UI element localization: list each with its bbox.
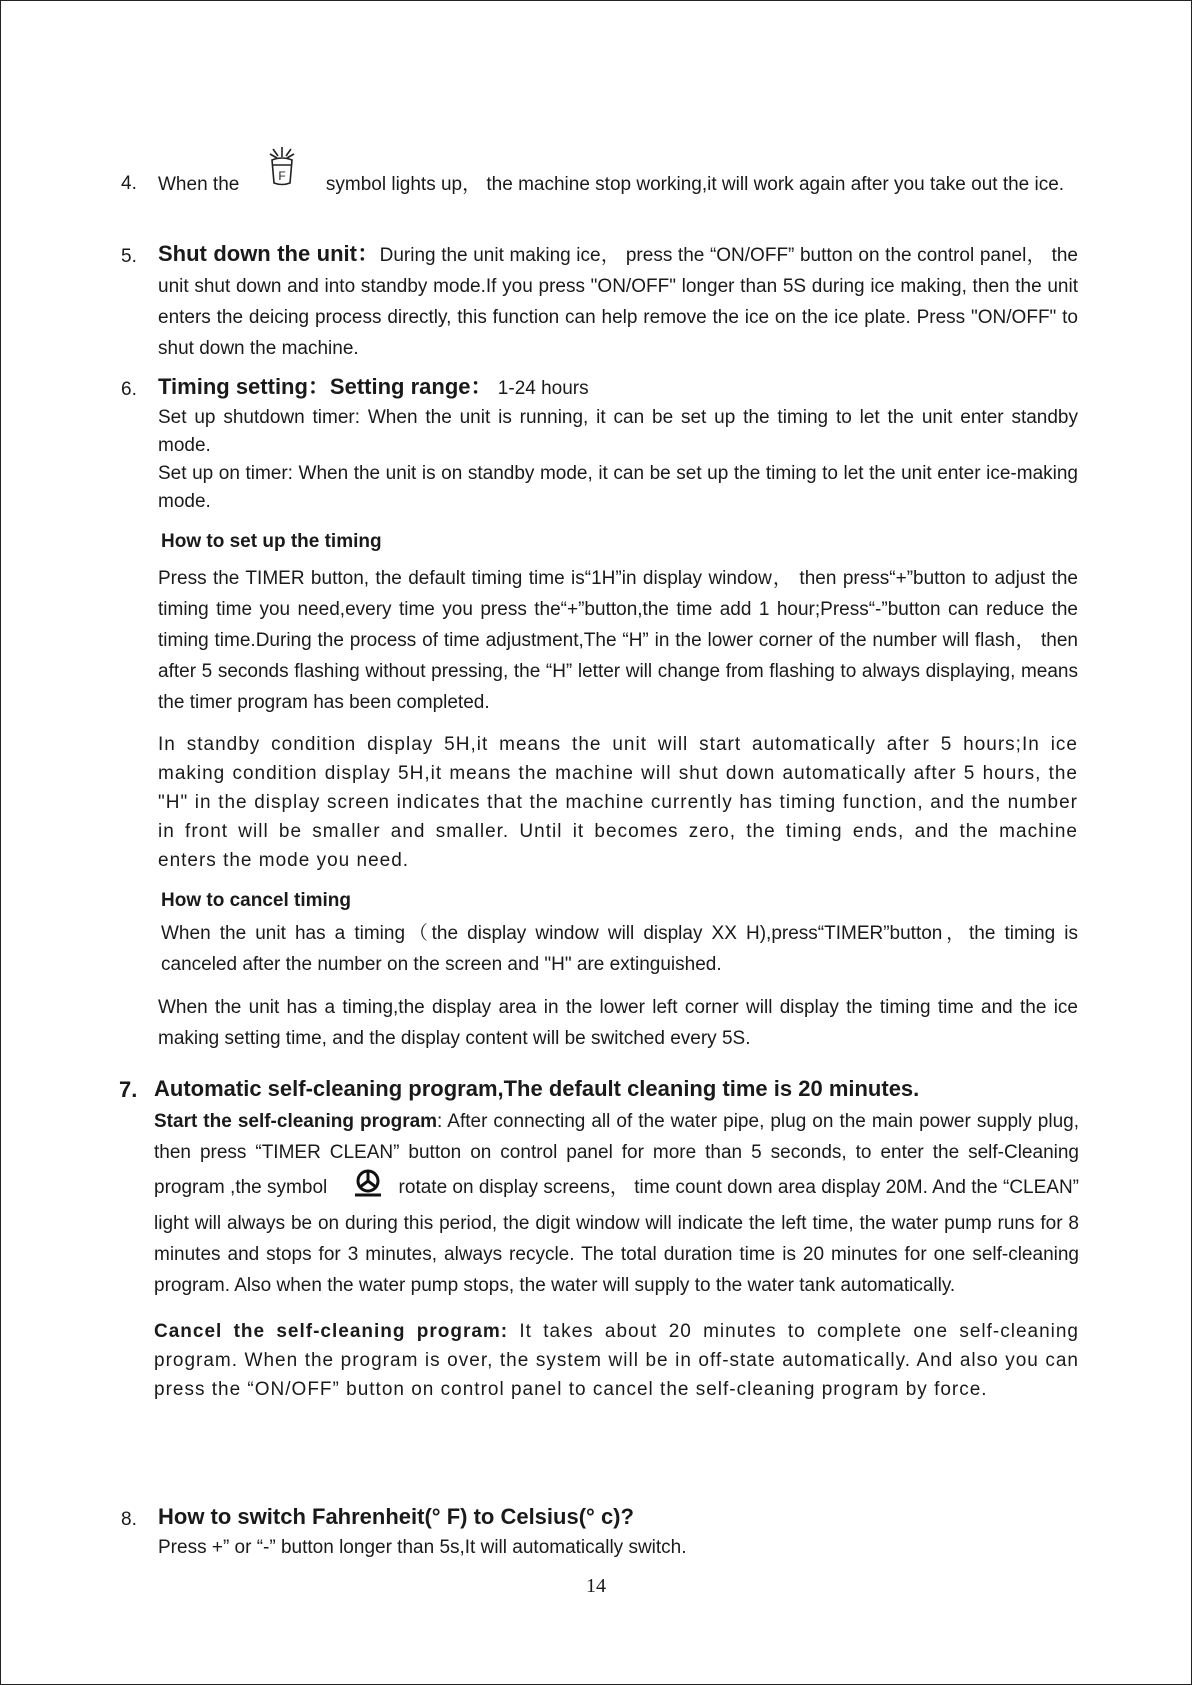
standby-text: In standby condition display 5H,it means the unit will start automatically after 5 hours;In ice making condition display 5H,it means the machine will shut down automatically after 5 hours, the "H" in the display screen indicates that the machine currently has timing function, and the number in front will be smaller and smaller. Until it becomes zero, the timing ends, and the machine enters the mode you need. [158, 734, 1078, 871]
section-8-heading: How to switch Fahrenheit(° F) to Celsius(° c)? [158, 1504, 634, 1529]
section-4-pre: When the [158, 174, 240, 195]
shutdown-timer-text: Set up shutdown timer: When the unit is running, it can be set up the timing to let the unit enter standby mode. [158, 407, 1078, 456]
section-5-body [158, 238, 1078, 364]
display-area-text: When the unit has a timing,the display area in the lower left corner will display the timing time and the ice making setting time, and the display content will be switched every 5S. [158, 997, 1078, 1049]
section-6-body [158, 371, 1078, 1054]
start-cleaning-text-a: : After connecting all of the water pipe, plug on the main power supply plug, then press “TIMER CLEAN” button on control panel for more than 5 seconds, to enter the self-Cleaning program ,the symbol [154, 1111, 1079, 1199]
on-timer-text: Set up on timer: When the unit is on standby mode, it can be set up the timing to let the unit enter ice-making mode. [158, 463, 1078, 512]
section-7-body [154, 1073, 1079, 1404]
howto-heading: How to set up the timing [161, 531, 382, 552]
section-6-number: 6. [121, 379, 137, 400]
howto-text: Press the TIMER button, the default timing time is“1H”in display window， then press“+”button to adjust the timing time you need,every time you press the“+”button,the time add 1 hour;Press“-”button can reduce the timing time.During the process of time adjustment,The “H” in the lower corner of the number will flash， then after 5 seconds flashing without pressing, the “H” letter will change from flashing to always displaying, means the timer program has been completed. [158, 568, 1078, 713]
ice-full-icon-label: F [277, 168, 286, 183]
section-5-text: During the unit making ice， press the “ON/OFF” button on the control panel， the unit shut down and into standby mode.If you press "ON/OFF" longer than 5S during ice making, then the unit enters the deicing process directly, this function can help remove the ice on the ice plate. Press "ON/OFF" to shut down the machine. [158, 245, 1078, 359]
cleaning-rotate-icon [351, 1168, 385, 1208]
section-6-range: 1-24 hours [492, 378, 589, 399]
ice-full-icon [267, 145, 297, 197]
section-8-text: Press +” or “-” button longer than 5s,It will automatically switch. [158, 1537, 687, 1558]
section-4-post: symbol lights up， the machine stop working,it will work again after you take out the ice. [325, 174, 1065, 195]
cancel-timing-heading: How to cancel timing [161, 890, 352, 911]
section-5-heading: Shut down the unit： [158, 241, 380, 266]
page-number: 14 [586, 1575, 606, 1597]
section-8-body [158, 1501, 1078, 1563]
cancel-cleaning-label: Cancel the self-cleaning program: [154, 1321, 509, 1342]
section-8-number: 8. [121, 1509, 137, 1530]
cancel-cleaning-text: It takes about 20 minutes to complete one self-cleaning program. When the program is over, the system will be in off-state automatically. And also you can press the “ON/OFF” button on control panel to cancel the self-cleaning program by force. [154, 1321, 1079, 1400]
section-7-number: 7. [119, 1077, 138, 1102]
section-7-heading: Automatic self-cleaning program,The default cleaning time is 20 minutes. [154, 1076, 920, 1101]
start-cleaning-label: Start the self-cleaning program [154, 1111, 438, 1132]
section-4-number: 4. [121, 173, 137, 194]
section-5-number: 5. [121, 246, 137, 267]
section-6-heading: Timing setting：Setting range： [158, 374, 493, 399]
start-cleaning-text-b: rotate on display screens， time count down area display 20M. And the “CLEAN” light will always be on during this period, the digit window will indicate the left time, the water pump runs for 8 minutes and stops for 3 minutes, always recycle. The total duration time is 20 minutes for one self-cleaning program. Also when the water pump stops, the water will supply to the water tank automatically. [154, 1177, 1080, 1296]
cancel-timing-text: When the unit has a timing（the display window will display XX H),press“TIMER”button，the timing is canceled after the number on the screen and "H" are extinguished. [161, 923, 1078, 975]
section-4-body [158, 169, 1078, 200]
